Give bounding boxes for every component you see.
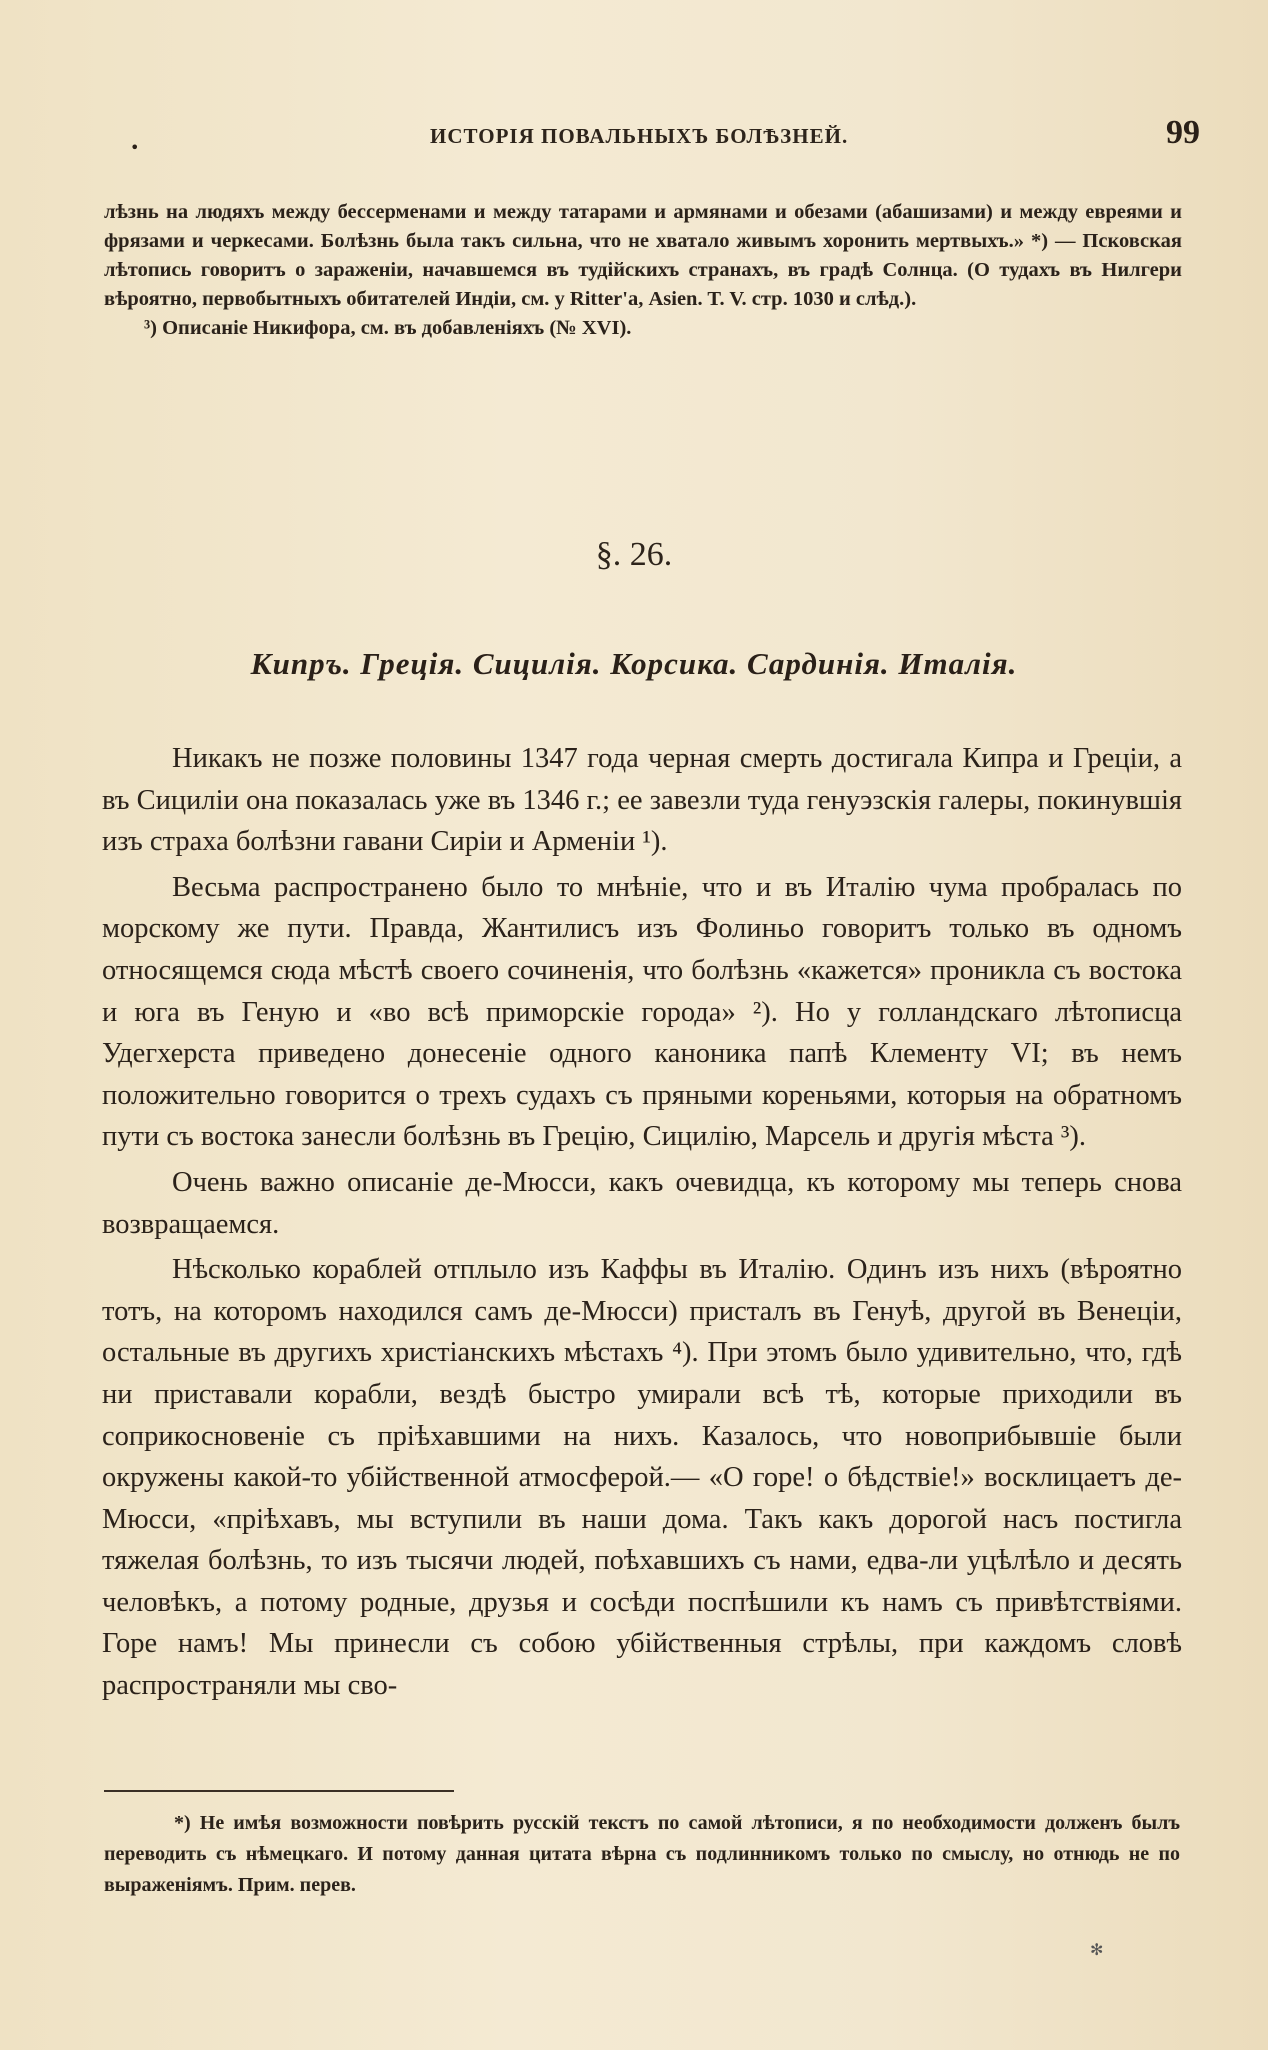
footnote-text: *) Не имѣя возможности повѣрить русскій текстъ по самой лѣтописи, я по необходимости долженъ былъ переводить съ нѣмецкаго. И потому данная цитата вѣрна съ подлинникомъ только по смыслу, но отнюдь не по выраженіямъ. Прим. перев. xyxy=(104,1812,1180,1896)
footnote-rule xyxy=(104,1790,454,1792)
paragraph: Весьма распространено было то мнѣніе, что и въ Италію чума пробралась по морскому же пути. Правда, Жантилисъ изъ Фолиньо говоритъ только въ одномъ относящемся сюда мѣстѣ своего сочиненія, что болѣзнь «кажется» проникла съ востока и юга въ Геную и «во всѣ приморскіе города» ²). Но у голландскаго лѣтописца Удегхерста приведено донесеніе одного каноника папѣ Клементу VI; въ немъ положительно говорится о трехъ судахъ съ пряными кореньями, которыя на обратномъ пути съ востока занесли болѣзнь въ Грецію, Сицилію, Марсель и другія мѣста ³). xyxy=(102,871,1182,1153)
running-title: ИСТОРІЯ ПОВАЛЬНЫХЪ БОЛѢЗНЕЙ. xyxy=(430,124,849,148)
paragraph: Нѣсколько кораблей отплыло изъ Каффы въ Италію. Одинъ изъ нихъ (вѣроятно тотъ, на которомъ находился самъ де-Мюсси) присталъ въ Генуѣ, другой въ Венеціи, остальные въ другихъ христіанскихъ мѣстахъ ⁴). При этомъ было удивительно, что, гдѣ ни приставали корабли, вездѣ быстро умирали всѣ тѣ, которые приходили въ соприкосновеніе съ пріѣхавшими на нихъ. Казалось, что новоприбывшіе были окружены какой-то убійственной атмосферой.— «О горе! о бѣдствіе!» восклицаетъ де-Мюсси, «пріѣхавъ, мы вступили въ наши дома. Такъ какъ дорогой насъ постигла тяжелая болѣзнь, то изъ тысячи людей, поѣхавшихъ съ нами, едва-ли уцѣлѣло и десять человѣкъ, а потому родные, друзья и сосѣди поспѣшили къ намъ съ привѣтствіями. Горе намъ! Мы принесли съ собою убійственныя стрѣлы, при каждомъ словѣ распространяли мы сво- xyxy=(102,1254,1182,1702)
running-head xyxy=(100,114,1200,158)
page-speck-icon: ✻ xyxy=(1090,1940,1104,1959)
margin-mark-icon: • xyxy=(130,138,140,157)
note-continuation: лѣзнь на людяхъ между бессерменами и между татарами и армянами и обезами (абашизами) и между евреями и фрязами и черкесами. Болѣзнь была такъ сильна, что не хватало живымъ хоронить мертвыхъ.» *) — Псковская лѣтопись говоритъ о зараженіи, начавшемся въ тудійскихъ странахъ, въ градѣ Солнца. (О тудахъ въ Нилгери вѣроятно, первобытныхъ обитателей Индіи, см. у Ritter'а, Asien. T. V. стр. 1030 и слѣд.). xyxy=(104,201,1182,310)
paragraph: Очень важно описаніе де-Мюсси, какъ очевидца, къ которому мы теперь снова возвращаемся. xyxy=(102,1166,1182,1240)
note-nikifor: ³) Описаніе Никифора, см. въ добавленіяхъ (№ XVI). xyxy=(144,317,632,339)
paragraph: Никакъ не позже половины 1347 года черная смерть достигала Кипра и Греціи, а въ Сициліи она показалась уже въ 1346 г.; ее завезли туда генуэзскія галеры, покинувшія изъ страха болѣзни гавани Сиріи и Арменіи ¹). xyxy=(102,743,1182,858)
top-notes xyxy=(104,198,1182,343)
section-subtitle: Кипръ. Греція. Сицилія. Корсика. Сардинія. Италія. xyxy=(250,646,1018,681)
page-number: 99 xyxy=(1166,114,1200,151)
section-number: §. 26. xyxy=(595,536,673,573)
footnote xyxy=(104,1808,1180,1901)
body-text xyxy=(102,738,1182,1711)
